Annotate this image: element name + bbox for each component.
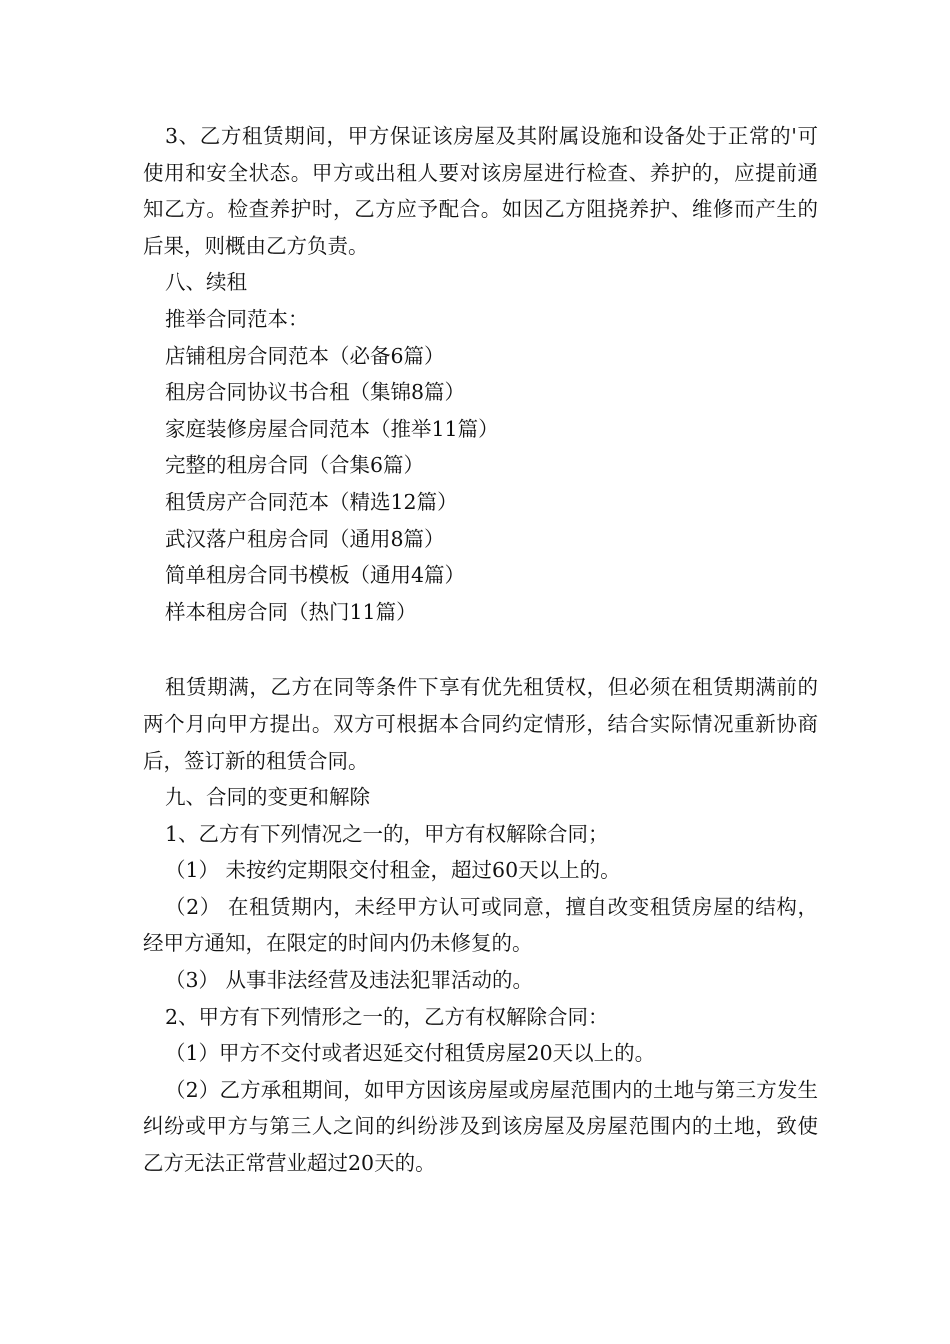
recommended-template-item[interactable]: 完整的租房合同（合集6篇） (165, 453, 425, 478)
document-body (143, 118, 818, 1182)
clause-9-1-item-1: （1） 未按约定期限交付租金，超过60天以上的。 (165, 858, 621, 883)
renewal-paragraph: 租赁期满，乙方在同等条件下享有优先租赁权，但必须在租赁期满前的两个月向甲方提出。双方可根据本合同约定情形，结合实际情况重新协商后，签订新的租赁合同。 (143, 675, 818, 773)
clause-9-2-item-1: （1）甲方不交付或者迟延交付租赁房屋20天以上的。 (165, 1041, 656, 1066)
recommended-template-item[interactable]: 租赁房产合同范本（精选12篇） (165, 489, 458, 514)
clause-9-1-item-2: （2） 在租赁期内，未经甲方认可或同意，擅自改变租赁房屋的结构，经甲方通知，在限定的时间内仍未修复的。 (143, 894, 818, 956)
section-8-heading: 八、续租 (165, 270, 247, 295)
clause-9-1-item-3: （3） 从事非法经营及违法犯罪活动的。 (165, 968, 534, 993)
recommended-template-item[interactable]: 简单租房合同书模板（通用4篇） (165, 563, 466, 588)
clause-3-paragraph: 3、乙方租赁期间，甲方保证该房屋及其附属设施和设备处于正常的'可使用和安全状态。甲方或出租人要对该房屋进行检查、养护的，应提前通知乙方。检查养护时，乙方应予配合。如因乙方阻挠养护、维修而产生的后果，则概由乙方负责。 (143, 124, 818, 258)
recommended-template-item[interactable]: 家庭装修房屋合同范本（推举11篇） (165, 416, 499, 441)
clause-9-2-heading: 2、甲方有下列情形之一的，乙方有权解除合同： (165, 1004, 609, 1029)
section-9-heading: 九、合同的变更和解除 (165, 785, 370, 810)
recommended-template-item[interactable]: 武汉落户租房合同（通用8篇） (165, 526, 445, 551)
recommended-template-item[interactable]: 店铺租房合同范本（必备6篇） (165, 343, 445, 368)
recommended-templates-heading: 推举合同范本： (165, 306, 309, 331)
recommended-template-item[interactable]: 租房合同协议书合租（集锦8篇） (165, 380, 466, 405)
clause-9-2-item-2: （2）乙方承租期间，如甲方因该房屋或房屋范围内的土地与第三方发生纠纷或甲方与第三人之间的纠纷涉及到该房屋及房屋范围内的土地，致使乙方无法正常营业超过20天的。 (143, 1077, 818, 1176)
clause-9-1-heading: 1、乙方有下列情况之一的，甲方有权解除合同； (165, 821, 609, 846)
recommended-template-item[interactable]: 样本租房合同（热门11篇） (165, 599, 417, 624)
blank-line (143, 630, 818, 669)
